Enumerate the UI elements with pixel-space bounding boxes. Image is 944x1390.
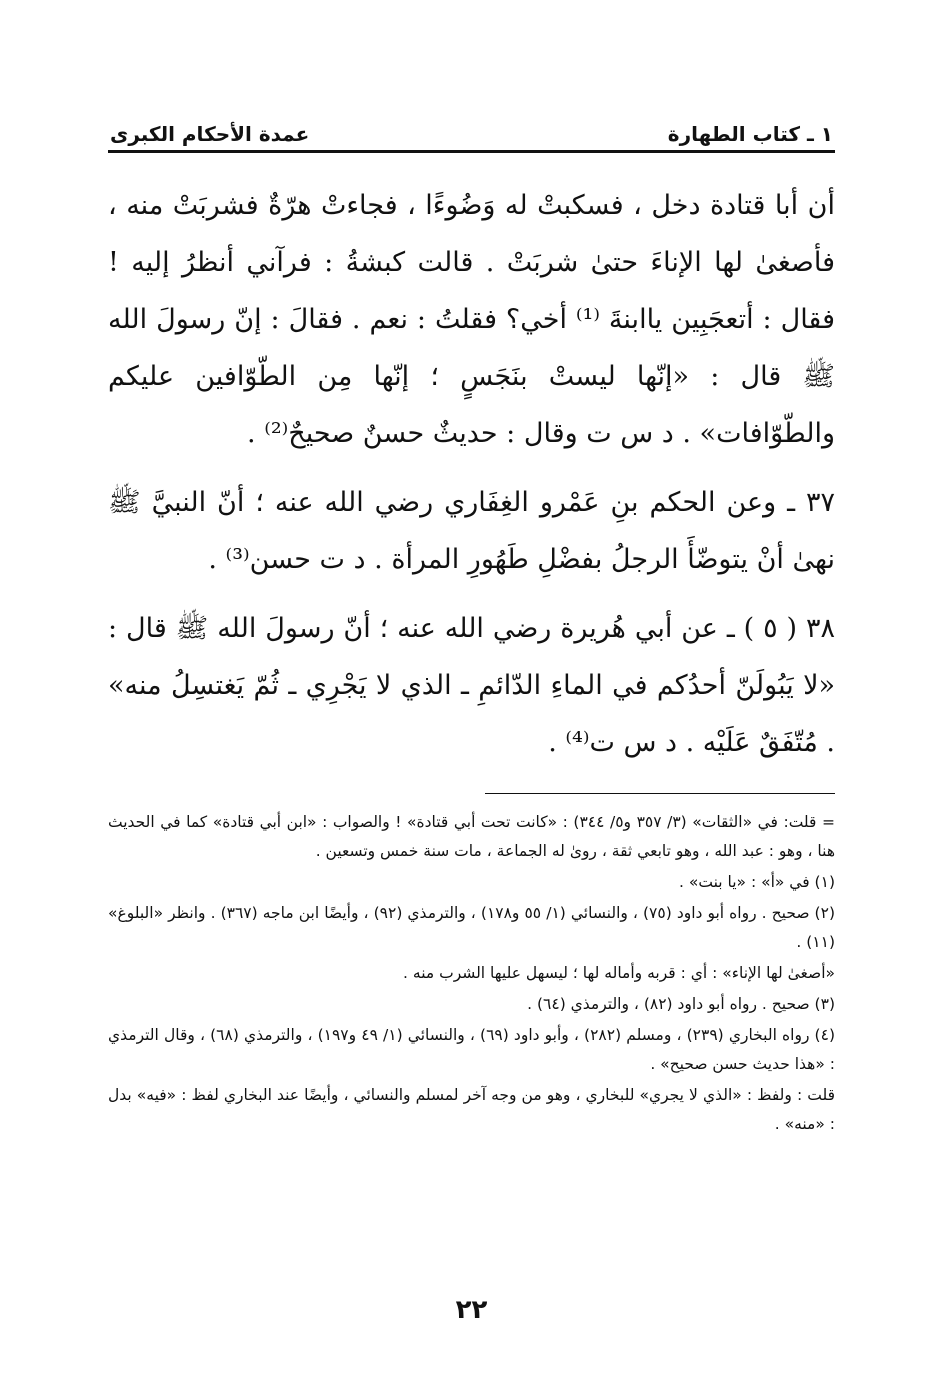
book-page: [108, 108, 835, 1338]
footnote-3: (٣) صحيح . رواه أبو داود (٨٢) ، والترمذي (٦٤) .: [527, 995, 835, 1013]
page-number: ٢٢: [455, 1295, 488, 1325]
footnote-2: (٢) صحيح . رواه أبو داود (٧٥) ، والنسائي (١/ ٥٥ و١٧٨) ، والترمذي (٩٢) ، وأيضًا ابن ماجه (٣٦٧) . وانظر «البلوغ» (١١) .: [108, 904, 835, 951]
paragraph-hadith-37: ٣٧ ـ وعن الحكم بنِ عَمْرو الغِفَاري رضي الله عنه ؛ أنّ النبيَّ ﷺ نهىٰ أنْ يتوضّأَ الرجلُ بفضْلِ طَهُورِ المرأة . د ت حسن⁽³⁾ .: [108, 487, 835, 575]
footnotes: [108, 808, 835, 1139]
footnote-separator: [485, 793, 835, 794]
chapter-title: ١ ـ كتاب الطهارة: [667, 122, 833, 146]
running-header: [108, 108, 835, 153]
footnote-2-gloss: «أصغىٰ لها الإناء» : أي : قربه وأماله لها ؛ ليسهل عليها الشرب منه .: [403, 964, 835, 982]
footnote-1: (١) في «أ» : «يا بنت» .: [679, 873, 835, 891]
footnote-4-note: قلت : ولفظ : «الذي لا يجري» للبخاري ، وهو من وجه آخر لمسلم والنسائي ، وأيضًا عند البخاري لفظ : «فيه» بدل : «منه» .: [108, 1086, 835, 1133]
book-title: عمدة الأحكام الكبرى: [110, 122, 310, 146]
paragraph-hadith-38: ٣٨ ( ٥ ) ـ عن أبي هُريرة رضي الله عنه ؛ أنّ رسولَ الله ﷺ قال : «لا يَبُولَنّ أحدُكم في الماءِ الدّائمِ ـ الذي لا يَجْرِي ـ ثُمّ يَغتسِلُ منه» . مُتّفَقٌ عَلَيْه . د س ت⁽⁴⁾ .: [108, 613, 835, 758]
footnote-4: (٤) رواه البخاري (٢٣٩) ، ومسلم (٢٨٢) ، وأبو داود (٦٩) ، والنسائي (١/ ٤٩ و١٩٧) ، والترمذي (٦٨) ، وقال الترمذي : «هذا حديث حسن صحيح» .: [108, 1026, 835, 1073]
main-text: [108, 177, 835, 771]
footnote-continued: = قلت: في «الثقات» (٣/ ٣٥٧ و٥/ ٣٤٤) : «كانت تحت أبي قتادة» ! والصواب : «ابن أبي قتادة» كما في الحديث هنا ، وهو : عبد الله ، وهو تابعي ثقة ، روىٰ له الجماعة ، مات سنة خمس وتسعين .: [108, 813, 835, 860]
paragraph-hadith-36-continued: أن أبا قتادة دخل ، فسكبتْ له وَضُوءًا ، فجاءتْ هرّةٌ فشربَتْ منه ، فأصغىٰ لها الإناءَ حتىٰ شربَتْ . قالت كبشةُ : فرآني أنظرُ إليه ! فقال : أتعجَبِين ياابنةَ ⁽¹⁾ أخي؟ فقلتُ : نعم . فقالَ : إنّ رسولَ الله ﷺ قال : «إنّها ليستْ بنَجَسٍ ؛ إنّها مِن الطّوّافين عليكم والطّوّافات» . د س ت وقال : حديثٌ حسنٌ صحيحٌ⁽²⁾ .: [108, 190, 835, 449]
